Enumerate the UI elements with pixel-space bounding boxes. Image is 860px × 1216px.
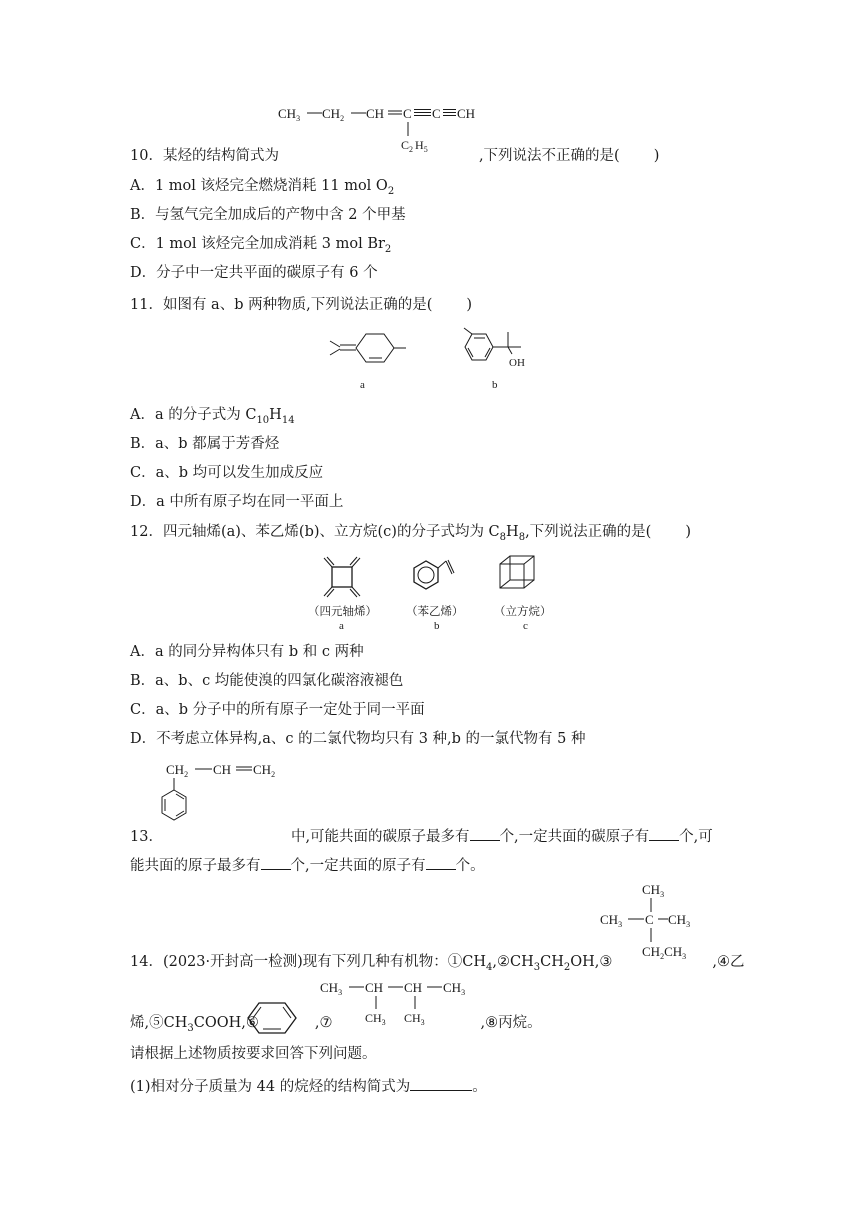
q11-option-a: A．a 的分子式为 $C_{10}H_{14}$ xyxy=(130,407,295,426)
svg-text:c: c xyxy=(523,620,528,632)
q10-option-d: D．分子中一定共平面的碳原子有 6 个 xyxy=(130,265,378,281)
q12-stem: 12．四元轴烯(a)、苯乙烯(b)、立方烷(c)的分子式均为 $C_8H_8$,下列说法正确的是( ) xyxy=(130,524,691,543)
svg-text:b: b xyxy=(434,620,440,632)
q11-option-b: B．a、b 都属于芳香烃 xyxy=(130,436,280,452)
q10-option-c: C．1 mol 该烃完全加成消耗 3 mol $Br_2$ xyxy=(130,236,392,255)
svg-text:C: C xyxy=(645,912,654,927)
svg-text:C: C xyxy=(432,106,441,121)
q12-option-d: D．不考虑立体异构,a、c 的二氯代物均只有 3 种,b 的一氯代物有 5 种 xyxy=(130,731,586,747)
q11-molecule-a xyxy=(328,324,418,394)
svg-text:CH: CH xyxy=(404,980,423,995)
svg-text:CH3: $CH_3$ xyxy=(404,1011,425,1027)
q10-stem: 10．某烃的结构简式为 ,下列说法不正确的是( ) xyxy=(130,148,660,164)
svg-text:CH3: $CH_3$ xyxy=(642,882,665,899)
svg-text:CH: CH xyxy=(457,106,476,121)
q14-prompt: 请根据上述物质按要求回答下列问题。 xyxy=(130,1046,377,1062)
svg-text:CH: CH xyxy=(213,762,232,777)
svg-text:（四元轴烯）: （四元轴烯） xyxy=(308,604,377,618)
svg-text:CH2CH3: $CH_2CH_3$ xyxy=(642,944,687,961)
svg-text:CH3: $CH_3$ xyxy=(668,912,691,929)
svg-text:（立方烷）: （立方烷） xyxy=(494,604,552,618)
svg-text:CH3: $CH_3$ xyxy=(600,912,623,929)
svg-text:CH2: $CH_2$ xyxy=(166,762,189,779)
svg-text:C: C xyxy=(403,106,412,121)
q12-option-a: A．a 的同分异构体只有 b 和 c 两种 xyxy=(130,644,364,660)
svg-text:CH2: $CH_2$ xyxy=(253,762,276,779)
q11-option-d: D．a 中所有原子均在同一平面上 xyxy=(130,494,344,510)
svg-text:b: b xyxy=(492,379,498,391)
svg-text:C2H5: $C_2$ $H_5$ xyxy=(401,138,428,154)
q11-molecule-b xyxy=(460,322,540,394)
svg-text:（苯乙烯）: （苯乙烯） xyxy=(406,604,464,618)
q14-stem-line1: 14．(2023·开封高一检测)现有下列几种有机物：$①CH_4,②CH_3CH_2OH,③$ ,④乙 xyxy=(130,954,745,973)
q12-molecule-c xyxy=(490,552,566,634)
q10-option-a: A．1 mol 该烃完全燃烧消耗 11 mol $O_2$ xyxy=(130,178,395,197)
svg-text:CH3: $CH_3$ xyxy=(443,980,466,997)
svg-text:OH: OH xyxy=(509,357,525,369)
q13-line2: 能共面的原子最多有 个,一定共面的原子有 个。 xyxy=(130,855,485,876)
q14-subquestion-1: (1)相对分子质量为 44 的烷烃的结构简式为 。 xyxy=(130,1076,487,1097)
q12-option-b: B．a、b、c 均能使溴的四氯化碳溶液褪色 xyxy=(130,673,404,689)
q10-option-b: B．与氢气完全加成后的产物中含 2 个甲基 xyxy=(130,207,406,223)
svg-text:a: a xyxy=(360,379,365,391)
q12-molecule-a xyxy=(310,552,386,634)
q11-option-c: C．a、b 均可以发生加成反应 xyxy=(130,465,324,481)
svg-text:CH3: $CH_3$ xyxy=(278,106,301,123)
svg-text:CH: CH xyxy=(365,980,384,995)
q14-stem-line2: 烯$,⑤CH_3COOH,⑥$ ,⑦ ,⑧丙烷。 xyxy=(130,1015,542,1034)
q12-molecule-b xyxy=(400,552,480,634)
svg-text:CH: CH xyxy=(366,106,385,121)
svg-text:CH3: $CH_3$ xyxy=(365,1011,386,1027)
svg-text:CH2: $CH_2$ xyxy=(322,106,345,123)
svg-text:CH3: $CH_3$ xyxy=(320,980,343,997)
q12-option-c: C．a、b 分子中的所有原子一定处于同一平面 xyxy=(130,702,425,718)
svg-text:a: a xyxy=(339,620,344,632)
q11-stem: 11．如图有 a、b 两种物质,下列说法正确的是( ) xyxy=(130,297,473,313)
q13-line1: 13． 中,可能共面的碳原子最多有 个,一定共面的碳原子有 个,可 xyxy=(130,826,713,847)
